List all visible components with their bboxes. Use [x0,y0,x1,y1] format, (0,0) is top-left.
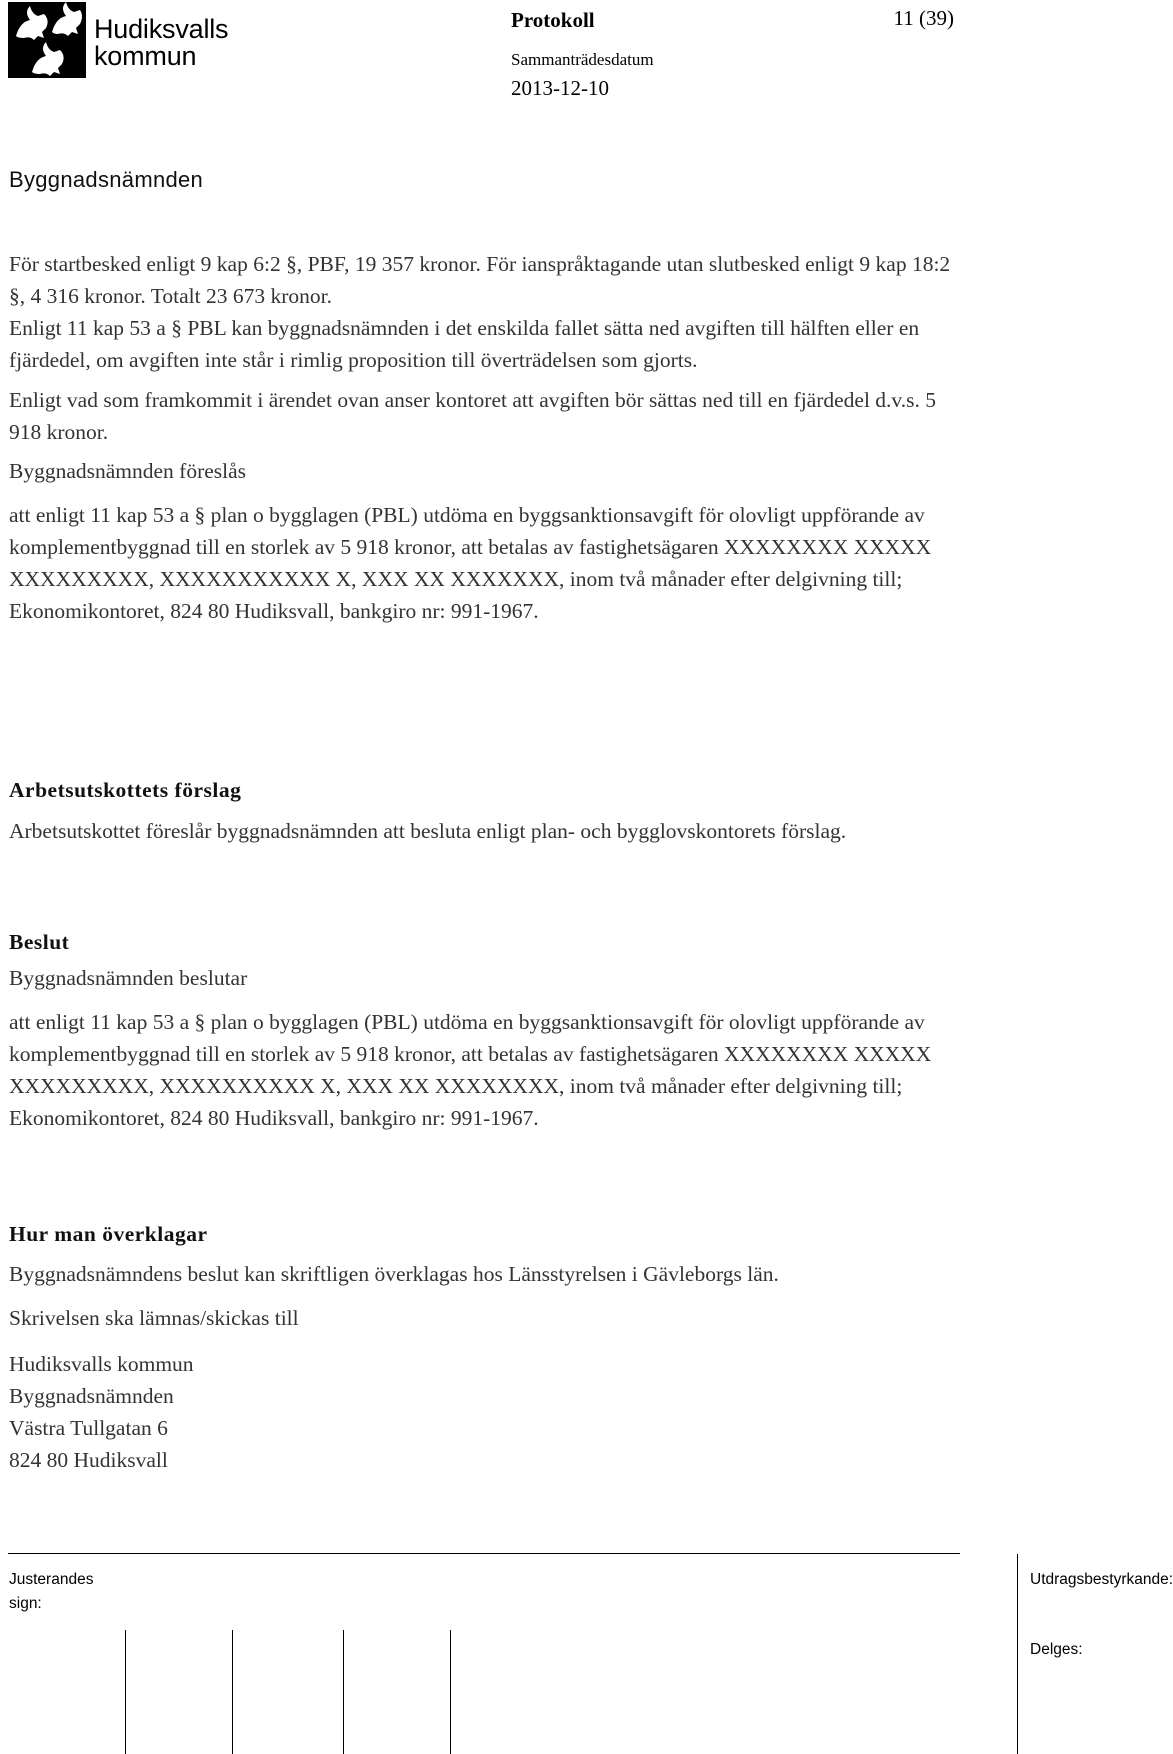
appeal-section [9,1258,954,1476]
utdragsbestyrkande-label: Utdragsbestyrkande: [1030,1571,1173,1588]
au-heading: Arbetsutskottets förslag [9,778,242,802]
signature-box-divider [450,1630,451,1754]
page-number: 11 (39) [893,6,954,30]
assessment-paragraph: Enligt vad som framkommit i ärendet ovan anser kontoret att avgiften bör sättas ned till en fjärdedel d.v.s. 5 918 kronor. [9,388,937,444]
decision-paragraph: att enligt 11 kap 53 a § plan o bygglagen (PBL) utdöma en byggsanktionsavgift för olovligt uppförande av komplementbyggnad till en storlek av 5 918 kronor, att betalas av fastighetsägaren XXXXXXXX XXXXX XXXXXXXXX, XXXXXXXXXX X, XXX XX XXXXXXXX, inom två månader efter delgivning till; Ekonomikontoret, 824 80 Hudiksvall, bankgiro nr: 991-1967. [9,1010,932,1130]
appeal-heading: Hur man överklagar [9,1222,208,1246]
fees-paragraph: För startbesked enligt 9 kap 6:2 §, PBF, 19 357 kronor. För ianspråktagande utan slutbesked enligt 9 kap 18:2 §, 4 316 kronor. Totalt 23 673 kronor. [9,252,951,308]
au-text [9,815,954,847]
address-block [9,1348,954,1476]
signature-box-divider [125,1630,126,1754]
address-line: Hudiksvalls kommun [9,1352,194,1376]
address-line: Västra Tullgatan 6 [9,1416,168,1440]
proposal-paragraph: att enligt 11 kap 53 a § plan o bygglagen (PBL) utdöma en byggsanktionsavgift för olovligt uppförande av komplementbyggnad till en storlek av 5 918 kronor, att betalas av fastighetsägaren XXXXXXXX XXXXX XXXXXXXXX, XXXXXXXXXXX X, XXX XX XXXXXXX, inom två månader efter delgivning till; Ekonomikontoret, 824 80 Hudiksvall, bankgiro nr: 991-1967. [9,503,932,623]
decision-lead: Byggnadsnämnden beslutar [9,966,248,990]
goat-emblem-icon [8,2,86,78]
signature-box-divider [343,1630,344,1754]
decision-heading: Beslut [9,930,70,954]
address-line: Byggnadsnämnden [9,1384,174,1408]
delges-label: Delges: [1030,1641,1083,1658]
send-to-line: Skrivelsen ska lämnas/skickas till [9,1306,299,1330]
appeal-paragraph: Byggnadsnämndens beslut kan skriftligen överklagas hos Länsstyrelsen i Gävleborgs län. [9,1262,779,1286]
signature-box-divider [232,1630,233,1754]
justerandes-sign-label: Justerandes sign: [9,1571,94,1612]
address-line: 824 80 Hudiksvall [9,1448,168,1472]
logo-line-1: Hudiksvalls [94,14,229,44]
footer-divider [8,1553,960,1554]
au-paragraph: Arbetsutskottet föreslår byggnadsnämnden att besluta enligt plan- och bygglovskontorets förslag. [9,819,847,843]
reduction-paragraph: Enligt 11 kap 53 a § PBL kan byggnadsnämnden i det enskilda fallet sätta ned avgiften till hälften eller en fjärdedel, om avgiften inte står i rimlig proposition till överträdelsen som gjorts. [9,316,920,372]
meeting-date-label: Sammanträdesdatum [511,50,654,69]
footer-column-divider [1017,1554,1018,1754]
logo-line-2: kommun [94,41,197,71]
committee-name: Byggnadsnämnden [9,167,204,192]
hudiksvall-logo [8,2,258,78]
document-type: Protokoll [511,8,595,32]
meeting-date: 2013-12-10 [511,76,609,100]
intro-section [9,248,954,627]
decision-section [9,962,954,1134]
proposal-lead: Byggnadsnämnden föreslås [9,459,247,483]
